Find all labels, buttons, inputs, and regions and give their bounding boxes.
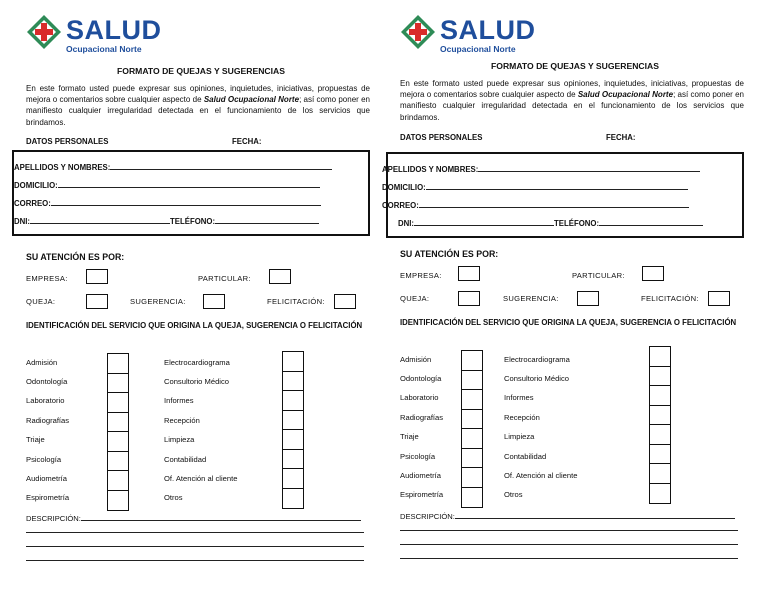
form-title: FORMATO DE QUEJAS Y SUGERENCIAS <box>491 61 659 71</box>
dni-field[interactable]: DNI: TELÉFONO: <box>398 217 703 228</box>
felicitacion-label: FELICITACIÓN: <box>267 297 325 306</box>
logo-cross-icon <box>400 14 436 50</box>
service-label: Admisión <box>26 358 58 367</box>
description-line[interactable] <box>400 530 738 531</box>
name-field[interactable]: APELLIDOS Y NOMBRES: <box>382 163 700 174</box>
sugerencia-checkbox[interactable] <box>577 291 599 306</box>
felicitacion-checkbox[interactable] <box>708 291 730 306</box>
description-field[interactable]: DESCRIPCIÓN: <box>400 510 735 521</box>
service-label: Odontología <box>400 374 442 383</box>
personal-data-label: DATOS PERSONALES <box>400 133 483 142</box>
date-label: FECHA: <box>606 133 636 142</box>
form-title: FORMATO DE QUEJAS Y SUGERENCIAS <box>117 66 285 76</box>
complaint-form-left <box>14 0 376 594</box>
particular-checkbox[interactable] <box>642 266 664 281</box>
queja-checkbox[interactable] <box>86 294 108 309</box>
logo-name: SALUD <box>440 15 536 45</box>
service-label: Radiografías <box>26 416 70 425</box>
service-label: Of. Atención al cliente <box>164 474 238 483</box>
service-label: Laboratorio <box>400 393 439 402</box>
service-identification-heading: IDENTIFICACIÓN DEL SERVICIO QUE ORIGINA LA QUEJA, SUGERENCIA O FELICITACIÓN <box>26 321 363 330</box>
service-label: Electrocardiograma <box>164 358 230 367</box>
service-label: Consultorio Médico <box>164 377 229 386</box>
service-label: Limpieza <box>164 435 195 444</box>
queja-label: QUEJA: <box>26 297 56 306</box>
service-label: Odontología <box>26 377 68 386</box>
queja-label: QUEJA: <box>400 294 430 303</box>
service-checkbox-column-right[interactable] <box>649 346 671 504</box>
description-line[interactable] <box>26 546 364 547</box>
personal-data-box <box>12 150 370 236</box>
particular-label: PARTICULAR: <box>198 274 251 283</box>
queja-checkbox[interactable] <box>458 291 480 306</box>
intro-text: En este formato usted puede expresar sus opiniones, inquietudes, iniciativas, propuestas de mejora o comentarios sobre cualquier aspecto de Salud Ocupacional Norte; así como poner en manifiesto cualquier irregularidad detectada en el funcionamiento de los servicios que brindamos. <box>400 79 744 122</box>
service-checkbox-column-left[interactable] <box>107 353 129 511</box>
service-label: Informes <box>504 393 534 402</box>
complaint-form-right <box>382 0 750 594</box>
logo-cross-icon <box>26 14 62 50</box>
email-field[interactable]: CORREO: <box>14 197 321 208</box>
sugerencia-label: SUGERENCIA: <box>503 294 559 303</box>
service-label: Triaje <box>26 435 45 444</box>
sugerencia-label: SUGERENCIA: <box>130 297 186 306</box>
felicitacion-label: FELICITACIÓN: <box>641 294 699 303</box>
particular-label: PARTICULAR: <box>572 271 625 280</box>
personal-data-box <box>382 152 744 238</box>
address-field[interactable]: DOMICILIO: <box>14 179 320 190</box>
service-label: Contabilidad <box>504 452 547 461</box>
logo-subtitle: Ocupacional Norte <box>66 44 142 54</box>
particular-checkbox[interactable] <box>269 269 291 284</box>
service-label: Espirometría <box>400 490 444 499</box>
felicitacion-checkbox[interactable] <box>334 294 356 309</box>
empresa-checkbox[interactable] <box>86 269 108 284</box>
email-field[interactable]: CORREO: <box>382 199 689 210</box>
service-identification-heading: IDENTIFICACIÓN DEL SERVICIO QUE ORIGINA LA QUEJA, SUGERENCIA O FELICITACIÓN <box>400 318 737 327</box>
service-label: Contabilidad <box>164 455 207 464</box>
description-line[interactable] <box>400 558 738 559</box>
empresa-label: EMPRESA: <box>26 274 68 283</box>
service-label: Laboratorio <box>26 396 65 405</box>
logo-subtitle: Ocupacional Norte <box>440 44 516 54</box>
dni-field[interactable]: DNI: TELÉFONO: <box>14 215 319 226</box>
service-label: Otros <box>164 493 183 502</box>
service-label: Psicología <box>400 452 436 461</box>
attention-heading: SU ATENCIÓN ES POR: <box>400 249 499 259</box>
logo <box>26 14 206 58</box>
empresa-label: EMPRESA: <box>400 271 442 280</box>
service-label: Limpieza <box>504 432 535 441</box>
name-field[interactable]: APELLIDOS Y NOMBRES: <box>14 161 332 172</box>
service-label: Informes <box>164 396 194 405</box>
service-checkbox-column-left[interactable] <box>461 350 483 508</box>
personal-data-header <box>400 133 744 142</box>
service-label: Otros <box>504 490 523 499</box>
description-line[interactable] <box>26 560 364 561</box>
service-label: Of. Atención al cliente <box>504 471 578 480</box>
service-label: Espirometría <box>26 493 70 502</box>
phone-label: TELÉFONO: <box>170 217 216 226</box>
service-label: Audiometría <box>400 471 441 480</box>
personal-data-label: DATOS PERSONALES <box>26 137 109 146</box>
service-label: Radiografías <box>400 413 444 422</box>
logo-name: SALUD <box>66 15 162 45</box>
description-field[interactable]: DESCRIPCIÓN: <box>26 512 361 523</box>
service-label: Triaje <box>400 432 419 441</box>
sugerencia-checkbox[interactable] <box>203 294 225 309</box>
service-label: Recepción <box>504 413 540 422</box>
phone-label: TELÉFONO: <box>554 219 600 228</box>
service-label: Consultorio Médico <box>504 374 569 383</box>
empresa-checkbox[interactable] <box>458 266 480 281</box>
service-label: Electrocardiograma <box>504 355 570 364</box>
attention-heading: SU ATENCIÓN ES POR: <box>26 252 125 262</box>
intro-text: En este formato usted puede expresar sus opiniones, inquietudes, iniciativas, propuestas de mejora o comentarios sobre cualquier aspecto de Salud Ocupacional Norte; así como poner en manifiesto cualquier irregularidad detectada en el funcionamiento de los servicios que brindamos. <box>26 84 370 127</box>
description-line[interactable] <box>400 544 738 545</box>
service-checkbox-column-right[interactable] <box>282 351 304 509</box>
service-label: Recepción <box>164 416 200 425</box>
service-label: Psicología <box>26 455 62 464</box>
service-label: Audiometría <box>26 474 67 483</box>
personal-data-header <box>26 137 370 146</box>
description-line[interactable] <box>26 532 364 533</box>
address-field[interactable]: DOMICILIO: <box>382 181 688 192</box>
date-label: FECHA: <box>232 137 262 146</box>
service-label: Admisión <box>400 355 432 364</box>
logo <box>400 14 580 58</box>
